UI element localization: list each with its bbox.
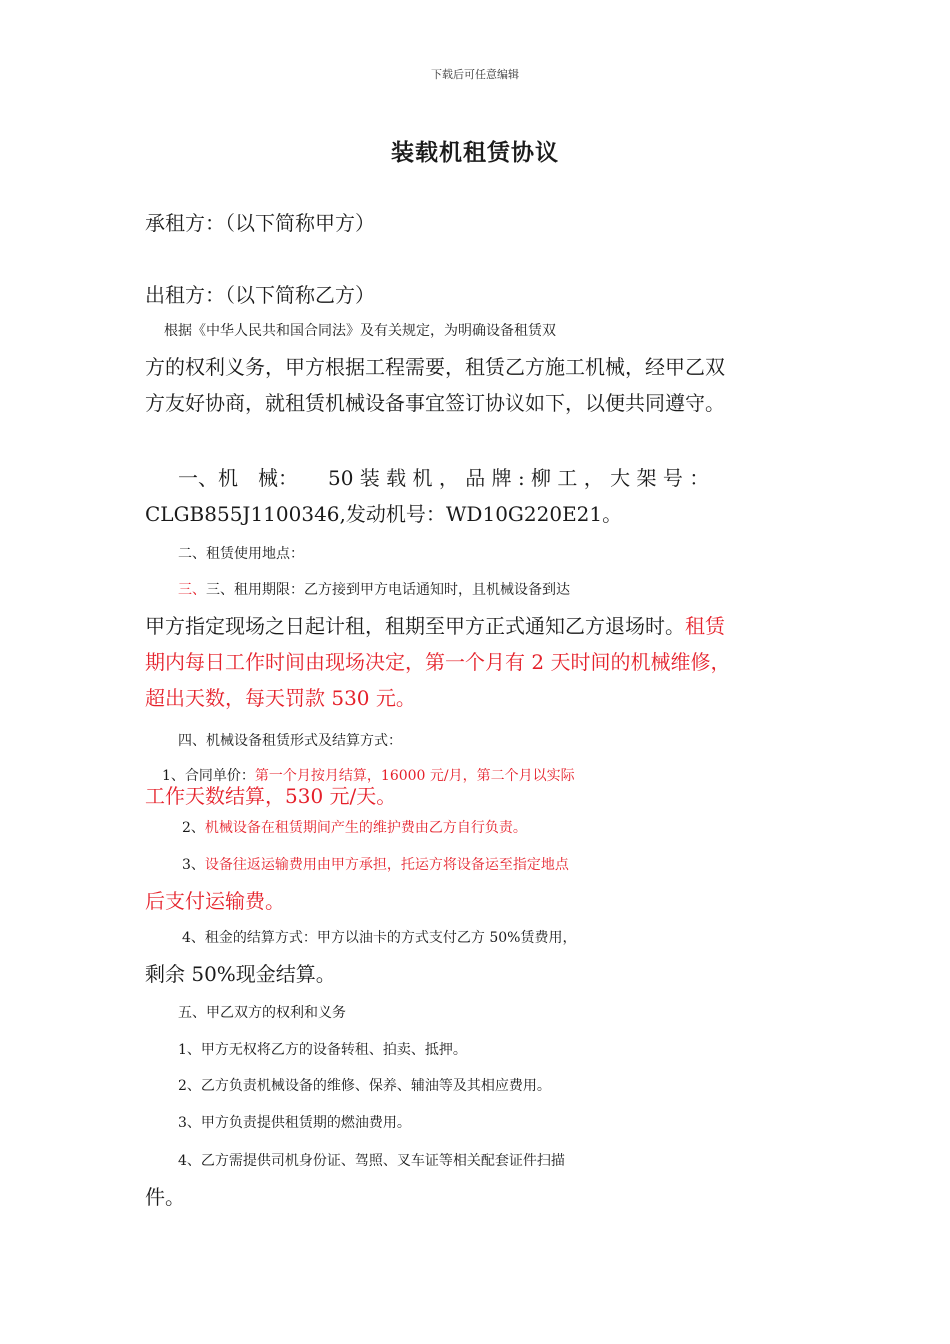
section5-item-3: 3、甲方负责提供租赁期的燃油费用。 (178, 1115, 411, 1131)
section5-item-4-line-2: 件。 (145, 1185, 185, 1209)
section4-item1-line-2: 工作天数结算，530 元/天。 (145, 784, 397, 808)
lessee-line: 承租方：（以下简称甲方） (145, 211, 375, 235)
intro-line-3: 方友好协商，就租赁机械设备事宜签订协议如下，以便共同遵守。 (145, 391, 725, 415)
intro-line-2: 方的权利义务，甲方根据工程需要，租赁乙方施工机械，经甲乙双 (145, 355, 725, 379)
header-note: 下载后可任意编辑 (431, 68, 519, 81)
section1-line-1: 一、机 械： 50 装 载 机 ， 品 牌 : 柳 工 ， 大 架 号 ： (178, 466, 710, 490)
section4-item1-label: 1、合同单价： (162, 768, 255, 784)
section4-item3-line-1 (182, 847, 842, 883)
section4-item3-line-2: 后支付运输费。 (145, 889, 285, 913)
lessor-line: 出租方：（以下简称乙方） (145, 283, 375, 307)
section2-heading: 二、租赁使用地点： (178, 546, 304, 562)
section3-line-3: 期内每日工作时间由现场决定，第一个月有 2 天时间的机械维修， (145, 650, 731, 674)
section4-item2-text: 机械设备在租赁期间产生的维护费由乙方自行负责。 (204, 820, 527, 836)
section4-item4-line-1: 4、租金的结算方式：甲方以油卡的方式支付乙方 50%赁费用， (182, 930, 577, 946)
section1-line-2: CLGB855J1100346,发动机号：WD10G220E21。 (145, 502, 623, 526)
intro-line-1: 根据《中华人民共和国合同法》及有关规定，为明确设备租赁双 (164, 323, 556, 339)
section3-line-1-text: 三、租用期限：乙方接到甲方电话通知时，且机械设备到达 (206, 582, 570, 598)
document-title: 装载机租赁协议 (391, 139, 559, 166)
section3-line-2 (145, 608, 805, 644)
section4-item2 (182, 810, 842, 846)
section4-item2-label: 2、 (182, 820, 205, 836)
section4-item3-text: 设备往返运输费用由甲方承担，托运方将设备运至指定地点 (204, 857, 569, 873)
section5-item-2: 2、乙方负责机械设备的维修、保养、辅油等及其相应费用。 (178, 1078, 551, 1094)
section5-item-1: 1、甲方无权将乙方的设备转租、拍卖、抵押。 (178, 1042, 467, 1058)
section5-heading: 五、甲乙双方的权利和义务 (178, 1005, 346, 1021)
section4-item1-text: 第一个月按月结算，16000 元/月，第二个月以实际 (254, 768, 575, 784)
section4-item3-label: 3、 (182, 857, 205, 873)
section4-item4-line-2: 剩余 50%现金结算。 (145, 962, 336, 986)
section3-line-2-text: 甲方指定现场之日起计租，租期至甲方正式通知乙方退场时。 (145, 614, 685, 638)
section5-item-4-line-1: 4、乙方需提供司机身份证、驾照、叉车证等相关配套证件扫描 (178, 1153, 565, 1169)
section4-heading: 四、机械设备租赁形式及结算方式： (178, 733, 402, 749)
section3-line-2-red: 租赁 (685, 614, 725, 638)
section3-line-4: 超出天数，每天罚款 530 元。 (145, 686, 416, 710)
section3-line-1 (178, 572, 838, 608)
section3-red-prefix: 三、 (178, 582, 206, 598)
